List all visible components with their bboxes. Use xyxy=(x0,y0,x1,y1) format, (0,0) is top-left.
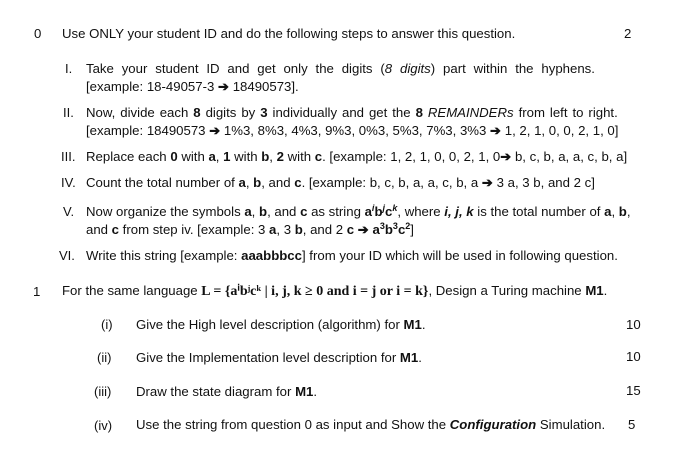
question-1-text: For the same language L = {aⁱbʲcᵏ | i, j, k ≥ 0 and i = j or i = k}, Design a Turing machine M1. xyxy=(62,283,608,299)
part-ii-marks: 10 xyxy=(626,349,641,364)
step-6-number: VI. xyxy=(59,248,75,263)
part-iv-marks: 5 xyxy=(628,417,636,432)
step-3-text: Replace each 0 with a, 1 with b, 2 with c. [example: 1, 2, 1, 0, 0, 2, 1, 0➔ b, c, b, a, a, c, b, a] xyxy=(86,149,628,164)
string-expression: $a^ib^jc^k$ xyxy=(364,203,398,219)
step-5-line2: and c from step iv. [example: 3 a, 3 b, and 2 c ➔ $a^3b^3c^2$] xyxy=(86,221,414,237)
step-1-line1: Take your student ID and get only the digits (8 digits) part within the hyphens. xyxy=(86,61,595,76)
right-arrow-icon: ➔ xyxy=(357,222,369,237)
step-2-line1: Now, divide each 8 digits by 3 individually and get the 8 REMAINDERs from left to right. xyxy=(86,105,618,120)
part-ii-text: Give the Implementation level description for M1. xyxy=(136,350,422,365)
step-5-line1: Now organize the symbols a, b, and c as string $a^ib^jc^k$, where i, j, k is the total number of a, b, xyxy=(86,203,631,219)
step-2-line2: [example: 18490573 ➔ 1%3, 8%3, 4%3, 9%3, 0%3, 5%3, 7%3, 3%3 ➔ 1, 2, 1, 0, 0, 2, 1, 0] xyxy=(86,123,619,138)
part-ii-number: (ii) xyxy=(97,350,112,365)
question-0-marks: 2 xyxy=(624,26,632,41)
right-arrow-icon: ➔ xyxy=(209,123,221,138)
step-1-line2: [example: 18-49057-3 ➔ 18490573]. xyxy=(86,79,299,94)
right-arrow-icon: ➔ xyxy=(500,149,512,164)
step-3-number: III. xyxy=(61,149,76,164)
question-0-number: 0 xyxy=(34,26,42,41)
part-iv-number: (iv) xyxy=(94,418,113,433)
question-1-number: 1 xyxy=(33,284,41,299)
part-iii-text: Draw the state diagram for M1. xyxy=(136,384,318,399)
step-4-text: Count the total number of a, b, and c. [example: b, c, b, a, a, c, b, a ➔ 3 a, 3 b, and 2 c] xyxy=(86,175,595,190)
step-1-number: I. xyxy=(65,61,73,76)
question-0-intro: Use ONLY your student ID and do the following steps to answer this question. xyxy=(62,26,516,41)
part-i-text: Give the High level description (algorithm) for M1. xyxy=(136,317,426,332)
example-string-expression: $a^3b^3c^2$ xyxy=(368,221,411,237)
step-5-number: V. xyxy=(63,204,75,219)
part-i-number: (i) xyxy=(101,317,113,332)
step-6-text: Write this string [example: aaabbbcc] from your ID which will be used in following question. xyxy=(86,248,618,263)
part-iii-marks: 15 xyxy=(626,383,641,398)
part-i-marks: 10 xyxy=(626,317,641,332)
step-4-number: IV. xyxy=(61,175,76,190)
part-iv-text: Use the string from question 0 as input and Show the Configuration Simulation. xyxy=(136,417,606,432)
right-arrow-icon: ➔ xyxy=(217,79,230,94)
right-arrow-icon: ➔ xyxy=(490,123,502,138)
language-definition: L = {aⁱbʲcᵏ | i, j, k ≥ 0 and i = j or i = k} xyxy=(201,284,429,299)
right-arrow-icon: ➔ xyxy=(481,175,493,190)
part-iii-number: (iii) xyxy=(94,384,112,399)
step-2-number: II. xyxy=(63,105,74,120)
